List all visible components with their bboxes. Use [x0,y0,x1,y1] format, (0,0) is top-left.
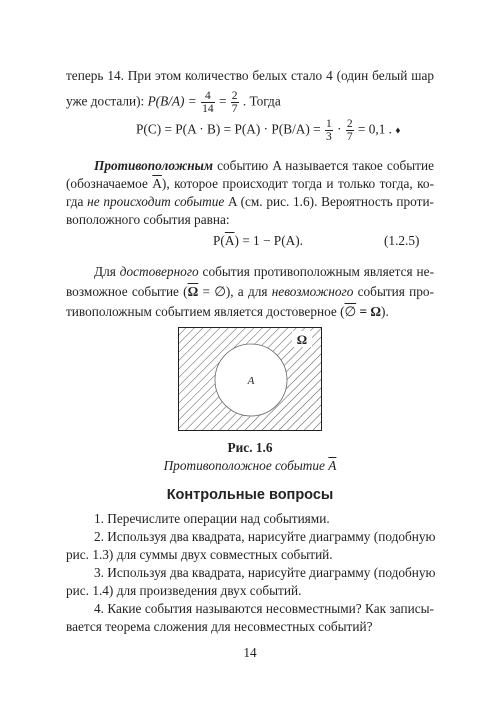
equation-result: = 0,1 . [357,121,392,137]
paragraph3-line2-pre: возможное событие ( [66,284,188,299]
fraction-numerator: 4 [201,90,215,103]
paragraph2-line2 [66,176,434,192]
equation-probability-c [136,118,400,143]
paragraph2-line1-rest: событию A называется такое событие [217,158,435,173]
circle-a-label: A [247,375,255,387]
figure-caption-title: Рис. 1.6 [227,440,273,455]
caption-a-complement: $\overline{A}$ [328,458,337,473]
equals-omega: = Ω [359,304,382,319]
end-of-example-diamond-icon: ♦ [395,125,401,137]
paragraph2-line1 [94,158,434,174]
paragraph3-line2-mid: ), а для [225,284,268,299]
equation-number: (1.2.5) [384,233,420,248]
fraction-denominator: 3 [325,131,332,143]
paragraph3-line2-post: события про- [357,284,434,299]
cond-prob-lhs: P(B/A) = [147,93,197,109]
paragraph2-line2-pre: (обозначаемое [66,176,148,191]
question-4-line2: вается теорема сложения для несовместных событий? [66,619,373,634]
a-complement-symbol: $\overline{A}$ [152,176,162,191]
fraction-2-7 [231,90,239,115]
fraction-denominator: 14 [202,103,214,115]
paragraph2-line3-post: A (см. рис. 1.6). Вероятность проти- [228,194,434,209]
fraction-4-14 [201,90,215,115]
paragraph3-line1-post: события противоположным является не- [202,264,434,279]
term-opposite: Противоположным [94,158,214,173]
question-2-line2: рис. 1.3) для суммы двух совместных событий. [66,547,333,562]
equals-empty: = ∅ [202,284,226,299]
paragraph1-line1: теперь 14. При этом количество белых стало 4 (один белый шар [66,68,434,83]
eq2-lhs-p: P( [213,233,225,248]
fraction-2-7 [346,118,354,143]
paragraph3-line3 [66,304,389,320]
caption-text: Противоположное событие [163,458,325,473]
paragraph2-line2-post: ), которое происходит тогда и только тогда, ко- [161,176,434,191]
figure-caption-text [0,458,500,474]
paragraph2-line3-pre: гда [66,194,84,209]
empty-complement-symbol: ∅ [344,304,357,319]
question-4-line1: 4. Какие события называются несовместными? Как записы- [94,601,434,616]
fraction-numerator: 1 [325,118,332,130]
fraction-numerator: 2 [231,90,238,102]
fraction-denominator: 7 [346,131,353,143]
paragraph2-line4: воположного события равна: [66,212,230,227]
equals-sign: = [218,93,227,109]
multiply-dot: · [337,121,342,137]
equation-complement [213,233,303,249]
venn-diagram-figure [178,327,322,431]
question-3-line1: 3. Используя два квадрата, нарисуйте диаграмму (подобную [94,565,436,580]
page-number: 14 [243,645,257,660]
equation-text: P(C) = P(A · B) = P(A) · P(B/A) = [136,121,321,137]
impossible-phrase: невозможного [271,284,354,299]
paragraph3-line1-pre: Для [94,264,116,279]
fraction-numerator: 2 [346,118,353,130]
paragraph3-line1 [94,264,434,280]
omega-complement-symbol: $\overline{\Omega}$ [187,284,199,299]
omega-label: Ω [296,332,308,347]
section-heading: Контрольные вопросы [166,487,334,503]
eq2-a-complement: $\overline{A}$ [224,233,235,248]
paragraph3-line3-post: ). [381,304,389,319]
line2-prefix: уже достали): [66,93,145,109]
fraction-1-3 [325,118,333,143]
paragraph1-line2 [66,90,281,115]
paragraph3-line3-pre: тивоположным событием является достоверное ( [66,304,345,319]
paragraph2-line3 [66,194,434,210]
question-3-line2: рис. 1.4) для произведения двух событий. [66,583,302,598]
line2-suffix: . Тогда [242,93,281,109]
fraction-denominator: 7 [231,103,238,115]
eq2-rest: ) = 1 − P(A). [234,233,303,248]
question-2-line1: 2. Используя два квадрата, нарисуйте диаграмму (подобную [94,529,436,544]
question-1: 1. Перечислите операции над событиями. [94,511,330,526]
not-occurs-phrase: не происходит событие [87,194,225,209]
paragraph3-line2 [66,284,434,300]
certain-phrase: достоверного [119,264,199,279]
